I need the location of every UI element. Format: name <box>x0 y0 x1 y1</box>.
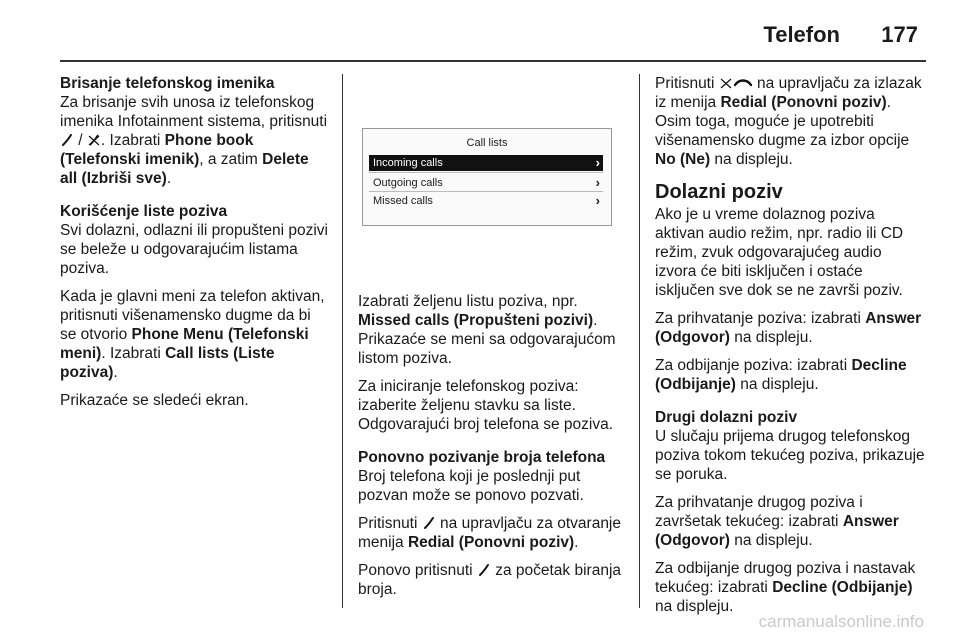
option-phone-menu: Phone Menu (Telefonski meni) <box>60 326 309 362</box>
option-missed-calls: Missed calls (Propušteni pozivi) <box>358 312 594 329</box>
paragraph-initiate-call: Za iniciranje telefonskog poziva: izaberite željenu stavku sa liste. Odgovarajući broj telefona se poziva. <box>358 378 614 433</box>
phone-icon <box>60 133 74 147</box>
heading-call-lists: Korišćenje liste poziva <box>60 203 228 220</box>
text: Kada je glavni meni za telefon aktivan, pritisnuti višenamensko dugme da bi se otvorio <box>60 288 325 343</box>
paragraph-screen-shown: Prikazaće se sledeći ekran. <box>60 392 249 409</box>
text: Za odbijanje drugog poziva i nastavak tekućeg: izabrati <box>655 560 916 596</box>
column-3 <box>655 74 925 625</box>
text: / <box>74 132 87 149</box>
option-answer: Answer (Odgovor) <box>655 310 922 346</box>
divider <box>369 191 603 192</box>
text: Pritisnuti <box>655 75 719 92</box>
chevron-right-icon: › <box>595 155 600 170</box>
paragraph-start-dial <box>358 561 624 599</box>
hang-up-icon <box>733 76 753 90</box>
text: Za odbijanje poziva: izabrati <box>655 357 852 374</box>
page-header <box>60 12 926 56</box>
text: . <box>574 534 579 551</box>
heading-redial: Ponovno pozivanje broja telefona <box>358 449 606 466</box>
paragraph-exit-redial <box>655 74 925 169</box>
item-label: Incoming calls <box>373 157 443 169</box>
paragraph-select-list <box>358 292 624 368</box>
option-decline: Decline (Odbijanje) <box>655 357 907 393</box>
text: Izabrati željenu listu poziva, npr. <box>358 293 578 310</box>
text: na upravljaču za izlazak iz menija <box>655 75 922 111</box>
text: na displeju. <box>710 151 793 168</box>
divider <box>369 172 603 173</box>
option-answer: Answer (Odgovor) <box>655 513 899 549</box>
text: . Prikazaće se meni sa odgovarajućom listom poziva. <box>358 312 616 367</box>
option-no: No (Ne) <box>655 151 711 168</box>
text: na upravljaču za otvaranje menija <box>358 515 622 551</box>
screen-item-incoming-calls[interactable] <box>369 155 603 171</box>
mute-icon <box>719 76 733 90</box>
text: Za brisanje svih unosa iz telefonskog imenika Infotainment sistema, pritisnuti <box>60 94 328 130</box>
paragraph-accept-second <box>655 493 925 550</box>
phone-icon <box>477 563 491 577</box>
item-label: Outgoing calls <box>373 177 443 189</box>
heading-incoming-call: Dolazni poziv <box>655 181 783 203</box>
display-screen <box>362 128 612 226</box>
paragraph-decline-second <box>655 559 925 616</box>
chevron-right-icon: › <box>595 175 600 190</box>
paragraph-decline-call <box>655 356 925 394</box>
text: , a zatim <box>199 151 263 168</box>
chevron-right-icon: › <box>595 193 600 208</box>
column-divider <box>342 74 343 608</box>
text: . <box>113 364 118 381</box>
call-lists-screen-figure <box>358 74 624 284</box>
phone-icon <box>422 516 436 530</box>
column-divider <box>639 74 640 608</box>
text: . <box>166 170 172 187</box>
option-redial: Redial (Ponovni poziv) <box>407 534 575 551</box>
screen-title: Call lists <box>466 137 508 149</box>
text: Pritisnuti <box>358 515 422 532</box>
screen-item-missed-calls[interactable] <box>369 193 603 209</box>
paragraph-incoming-call: Ako je u vreme dolaznog poziva aktivan audio režim, npr. radio ili CD režim, zvuk odgovarajućeg audio izvora će biti isključen i ostaće isključen sve dok se ne završi poziv. <box>655 206 904 299</box>
text: na displeju. <box>729 329 813 346</box>
text: . Izabrati <box>100 132 165 149</box>
text: na displeju. <box>729 532 813 549</box>
page-number: 177 <box>881 22 918 47</box>
option-decline: Decline (Odbijanje) <box>772 579 913 596</box>
paragraph-redial: Broj telefona koji je poslednji put pozvan može se ponovo pozvati. <box>358 468 584 504</box>
text: . Osim toga, moguće je upotrebiti višenamensko dugme za izbor opcije <box>655 94 910 149</box>
screen-item-outgoing-calls[interactable] <box>369 175 603 191</box>
option-redial: Redial (Ponovni poziv) <box>720 94 887 111</box>
text: Ponovo pritisnuti <box>358 562 477 579</box>
option-delete-all: Delete all (Izbriši sve) <box>60 151 309 187</box>
paragraph-delete-phonebook <box>60 93 328 188</box>
paragraph-second-call: U slučaju prijema drugog telefonskog poziva tokom tekućeg poziva, prikazuje se poruka. <box>655 428 925 483</box>
paragraph-open-redial <box>358 514 624 552</box>
text: Za prihvatanje drugog poziva i završetak tekućeg: izabrati <box>655 494 863 530</box>
paragraph-phone-menu <box>60 287 328 382</box>
option-call-lists: Call lists (Liste poziva) <box>60 345 275 381</box>
watermark: carmanualsonline.info <box>758 612 924 631</box>
text: na displeju. <box>655 598 734 615</box>
section-title: Telefon <box>763 22 840 47</box>
text: za početak biranja broja. <box>358 562 622 598</box>
heading-second-call: Drugi dolazni poziv <box>655 409 798 426</box>
text: . Izabrati <box>101 345 166 362</box>
paragraph-call-lists: Svi dolazni, odlazni ili propušteni pozivi se beleže u odgovarajućim listama poziva. <box>60 222 328 277</box>
text: Za prihvatanje poziva: izabrati <box>655 310 866 327</box>
option-phone-book: Phone book (Telefonski imenik) <box>60 132 254 168</box>
header-rule <box>60 60 926 62</box>
item-label: Missed calls <box>373 195 433 207</box>
column-1 <box>60 74 328 419</box>
paragraph-accept-call <box>655 309 925 347</box>
text: na displeju. <box>735 376 819 393</box>
column-2 <box>358 292 624 608</box>
mute-icon <box>87 133 101 147</box>
heading-delete-phonebook: Brisanje telefonskog imenika <box>60 75 275 92</box>
